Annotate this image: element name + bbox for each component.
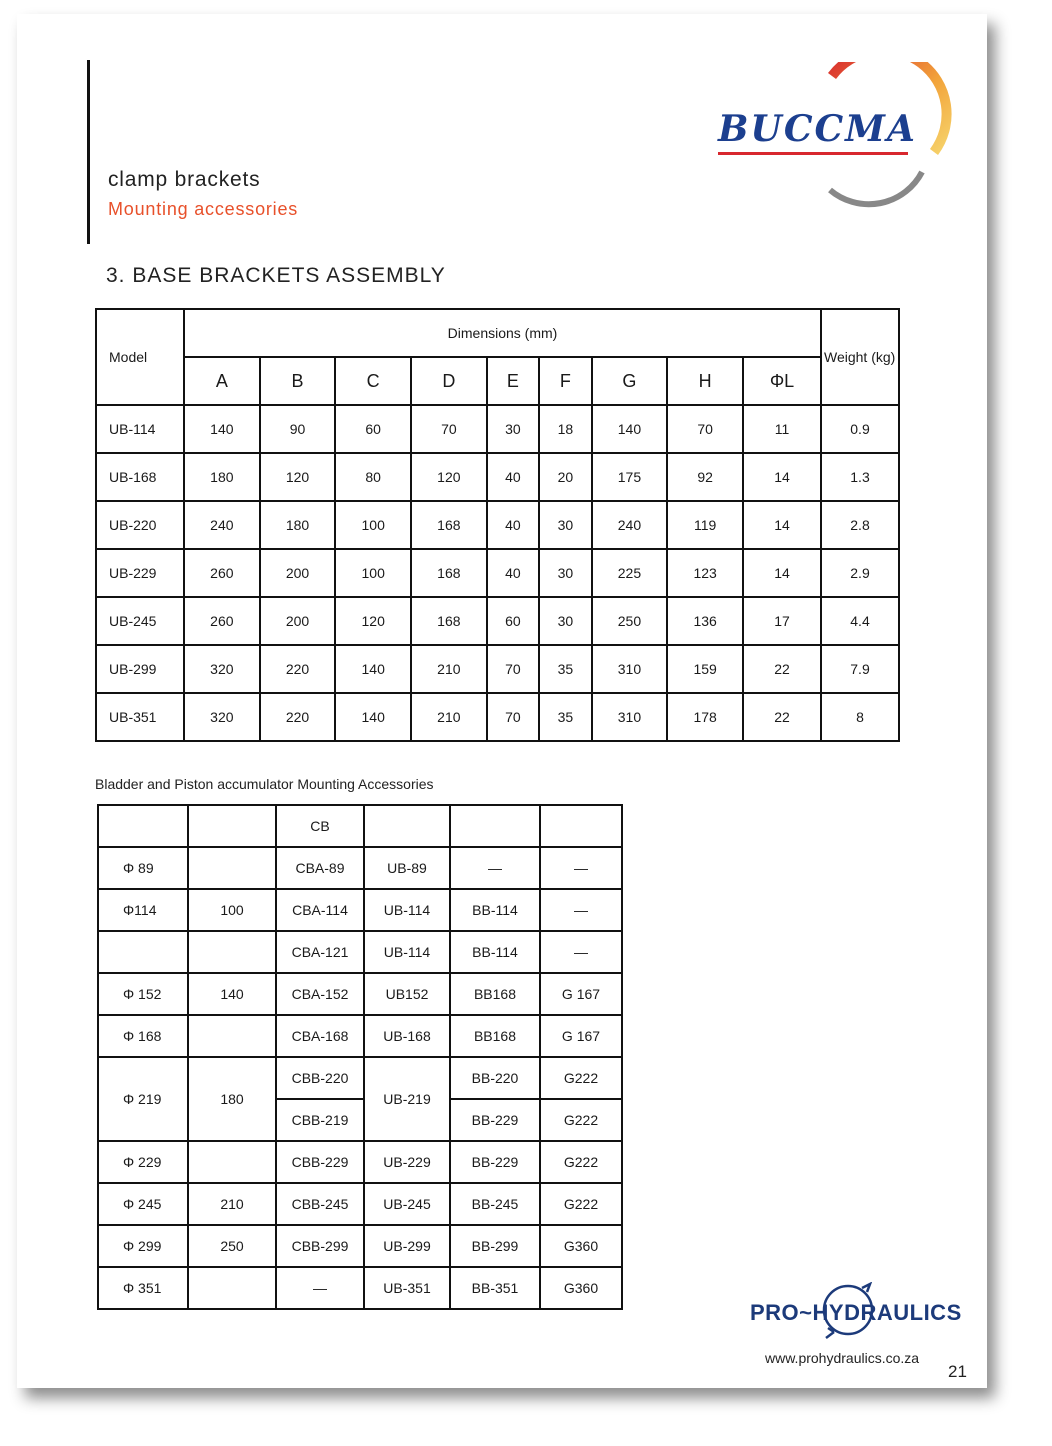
table-cell: CBB-245 [276,1183,364,1225]
table-cell: 220 [260,693,336,741]
table-cell [188,1015,276,1057]
table-cell: Φ 89 [98,847,188,889]
table-cell: 14 [743,501,821,549]
table-row [96,405,899,453]
table-cell: 140 [184,405,260,453]
table-row [98,889,622,931]
table2-caption: Bladder and Piston accumulator Mounting Accessories [95,776,434,792]
table-cell: UB-245 [96,597,184,645]
table-cell [364,805,450,847]
logo-underline [718,152,908,155]
table-cell: — [540,847,622,889]
table-cell [450,805,540,847]
table-cell: 2.9 [821,549,899,597]
table-cell: 250 [592,597,668,645]
table-cell: 30 [487,405,539,453]
table-cell: G222 [540,1183,622,1225]
table-cell: 30 [539,549,591,597]
table-cell: 0.9 [821,405,899,453]
table-row [96,501,899,549]
table-cell: UB-229 [96,549,184,597]
table-cell: 250 [188,1225,276,1267]
table-cell: 225 [592,549,668,597]
table-cell: 18 [539,405,591,453]
table-cell: BB-114 [450,889,540,931]
table-cell: 8 [821,693,899,741]
column-header: ΦL [743,357,821,405]
buccma-logo [712,62,952,212]
table-cell: UB-299 [96,645,184,693]
table-row [98,1057,622,1099]
table-cell: BB-114 [450,931,540,973]
table-cell: 310 [592,645,668,693]
table-cell: CB [276,805,364,847]
table-row [96,693,899,741]
table-cell: UB-220 [96,501,184,549]
table-cell: 119 [667,501,743,549]
table-cell: 120 [411,453,487,501]
table-cell: G 167 [540,1015,622,1057]
table-row [96,645,899,693]
table-cell: 35 [539,693,591,741]
table-cell: UB-351 [96,693,184,741]
table-row [98,1015,622,1057]
table-row [98,805,622,847]
table-cell: BB168 [450,973,540,1015]
table-cell: 7.9 [821,645,899,693]
table-cell: 240 [592,501,668,549]
table-cell: 178 [667,693,743,741]
table-cell: CBB-219 [276,1099,364,1141]
table-cell: Φ 299 [98,1225,188,1267]
table-cell: 20 [539,453,591,501]
table-cell: CBA-89 [276,847,364,889]
table-row [98,1183,622,1225]
table-cell: UB-168 [96,453,184,501]
table-cell: Φ 152 [98,973,188,1015]
table-cell: 168 [411,501,487,549]
table-cell: Φ 168 [98,1015,188,1057]
model-header: Model [96,309,184,405]
table-cell: 92 [667,453,743,501]
table-cell: 220 [260,645,336,693]
weight-header: Weight (kg) [821,309,899,405]
table-cell: 210 [188,1183,276,1225]
table-row [98,1225,622,1267]
table-cell: 210 [411,645,487,693]
table-cell: 200 [260,549,336,597]
table-cell: 2.8 [821,501,899,549]
table-cell: UB-351 [364,1267,450,1309]
table-cell: 70 [667,405,743,453]
table-row [98,973,622,1015]
table-cell: BB-245 [450,1183,540,1225]
table-cell: Φ 245 [98,1183,188,1225]
table-cell: UB152 [364,973,450,1015]
table-cell [188,1141,276,1183]
page-number: 21 [948,1362,967,1381]
table-cell: BB-351 [450,1267,540,1309]
table-cell: 70 [411,405,487,453]
table-cell: 4.4 [821,597,899,645]
column-header: B [260,357,336,405]
table-cell: G222 [540,1141,622,1183]
table-cell: CBB-229 [276,1141,364,1183]
table-cell: UB-299 [364,1225,450,1267]
column-header: G [592,357,668,405]
table-cell: BB-299 [450,1225,540,1267]
table-cell: 1.3 [821,453,899,501]
table-cell: 320 [184,645,260,693]
table-cell [188,847,276,889]
table-cell: 200 [260,597,336,645]
table-cell: 40 [487,501,539,549]
table-cell: CBA-121 [276,931,364,973]
mounting-accessories-table [97,804,623,1310]
table-cell: G360 [540,1267,622,1309]
table-cell: 140 [335,645,411,693]
table-cell: Φ114 [98,889,188,931]
table-cell: CBA-168 [276,1015,364,1057]
table-cell: BB-229 [450,1099,540,1141]
table-cell: 140 [592,405,668,453]
page-subtitle: Mounting accessories [108,199,299,219]
table-cell: 175 [592,453,668,501]
table-cell: UB-245 [364,1183,450,1225]
base-brackets-table [95,308,900,742]
table-cell: 40 [487,549,539,597]
table-cell: 260 [184,549,260,597]
column-header: C [335,357,411,405]
table-cell: UB-168 [364,1015,450,1057]
pro-hydraulics-logo [750,1282,962,1342]
table-cell [98,931,188,973]
table-row [96,453,899,501]
table-cell: — [450,847,540,889]
table-cell: UB-114 [364,931,450,973]
table-cell: 14 [743,453,821,501]
table-cell: 30 [539,501,591,549]
section-title: 3. BASE BRACKETS ASSEMBLY [106,264,446,287]
table-cell: UB-219 [364,1057,450,1141]
table-cell: 120 [260,453,336,501]
table-cell: 35 [539,645,591,693]
table-cell: 11 [743,405,821,453]
table-cell: G222 [540,1057,622,1099]
table-cell: 30 [539,597,591,645]
table-cell: Φ 351 [98,1267,188,1309]
table-cell: BB168 [450,1015,540,1057]
table-cell: 123 [667,549,743,597]
table-cell: 159 [667,645,743,693]
table-cell: 260 [184,597,260,645]
table-cell: 70 [487,693,539,741]
table-cell: CBA-152 [276,973,364,1015]
table-cell: — [540,889,622,931]
table-cell [188,931,276,973]
table-cell: 180 [184,453,260,501]
table-cell: 136 [667,597,743,645]
column-header: A [184,357,260,405]
table-cell: 80 [335,453,411,501]
table-cell: 320 [184,693,260,741]
table-cell: 168 [411,549,487,597]
table-cell: — [276,1267,364,1309]
table-cell: 168 [411,597,487,645]
table-cell: 14 [743,549,821,597]
column-header: F [539,357,591,405]
logo-text: BUCCMA [718,108,917,150]
table-row [98,931,622,973]
website-url[interactable]: www.prohydraulics.co.za [765,1350,920,1366]
table-cell: G222 [540,1099,622,1141]
column-header: H [667,357,743,405]
table-cell: 100 [335,501,411,549]
table-cell: CBB-220 [276,1057,364,1099]
table-row [98,1141,622,1183]
table-cell: 120 [335,597,411,645]
table-cell [188,1267,276,1309]
table-cell: G360 [540,1225,622,1267]
table-cell: 22 [743,693,821,741]
brand-text: PRO~HYDRAULICS [750,1300,962,1325]
table-cell: 60 [335,405,411,453]
table-cell: 240 [184,501,260,549]
table-cell: UB-114 [96,405,184,453]
table-cell: 22 [743,645,821,693]
table-cell: 100 [335,549,411,597]
dimensions-header: Dimensions (mm) [184,309,821,357]
table-cell: UB-114 [364,889,450,931]
table-cell: 140 [335,693,411,741]
table-cell: 310 [592,693,668,741]
column-header: D [411,357,487,405]
table-cell: Φ 219 [98,1057,188,1141]
table-cell: UB-89 [364,847,450,889]
table-cell: CBB-299 [276,1225,364,1267]
table-cell: 180 [260,501,336,549]
column-header: E [487,357,539,405]
table-row [96,549,899,597]
table-row [96,597,899,645]
table-cell: UB-229 [364,1141,450,1183]
page-title: clamp brackets [108,168,261,191]
table-cell [540,805,622,847]
table-cell: CBA-114 [276,889,364,931]
table-cell: G 167 [540,973,622,1015]
header-divider [87,60,90,244]
table-cell: BB-229 [450,1141,540,1183]
table-cell: 70 [487,645,539,693]
table-cell: 90 [260,405,336,453]
table-cell: BB-220 [450,1057,540,1099]
table-cell: 40 [487,453,539,501]
table-row [98,847,622,889]
table-cell: 140 [188,973,276,1015]
table-cell: 60 [487,597,539,645]
table-cell [188,805,276,847]
table-row [98,1267,622,1309]
table-cell: 180 [188,1057,276,1141]
table-cell: 100 [188,889,276,931]
table-cell: 17 [743,597,821,645]
table-cell: — [540,931,622,973]
table-cell: 210 [411,693,487,741]
table-cell: Φ 229 [98,1141,188,1183]
table-cell [98,805,188,847]
